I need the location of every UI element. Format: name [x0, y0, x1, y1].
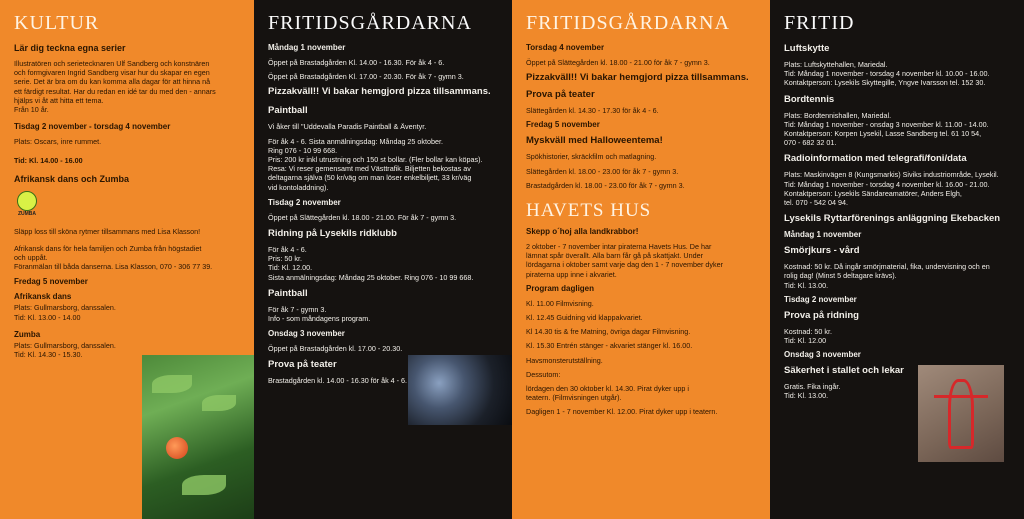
paintball-details-2: För åk 7 - gymn 3. Info - som måndagens program.: [268, 304, 371, 324]
fritidsgardarna-column-1: [254, 0, 512, 519]
bordtennis-details: Plats: Bordtennishallen, Mariedal. Tid: Måndag 1 november - onsdag 3 november kl. 11.00 - 14.00. Kontaktperson: Korpen Lysekil, Lasse Sandberg tel. 61 10 54, 070 - 682 32 01.: [784, 110, 989, 148]
luftskytte-details: Plats: Luftskyttehallen, Mariedal. Tid: Måndag 1 november - torsdag 4 november kl. 10.00 - 16.00. Kontaktperson: Lysekils Skyttegille, Yngve Ivarsson tel. 152 30.: [784, 60, 990, 88]
zumba-place: Plats: Gullmarsborg, danssalen.: [14, 340, 116, 350]
fritid-title: FRITID: [784, 12, 855, 34]
kultur-column: [0, 0, 254, 519]
open-fri-2: Brastadgården kl. 18.00 - 23.00 för åk 7 - gymn 3.: [526, 180, 685, 190]
havets-hus-title: HAVETS HUS: [526, 200, 652, 222]
dance-heading: Afrikansk dans och Zumba: [14, 173, 130, 184]
zumba-logo: [14, 191, 40, 221]
dance-date: Fredag 5 november: [14, 277, 88, 287]
halloween-heading: Myskväll med Halloweentema!: [526, 135, 663, 147]
riding-details: För åk 4 - 6. Pris: 50 kr. Tid: Kl. 12.00. Sista anmälningsdag: Måndag 25 oktober. Ring 076 - 10 99 668.: [268, 245, 474, 282]
ryttar-date-wed: Onsdag 3 november: [784, 350, 861, 360]
afrikansk-time: Tid: Kl. 13.00 - 14.00: [14, 312, 81, 322]
program-2: Kl. 12.45 Guidning vid klappakvariet.: [526, 313, 643, 323]
havets-hus-text: 2 oktober - 7 november intar piraterna Havets Hus. De har lämnat spår överallt. Alla barn får gå på skattjakt. Under lördagarna i oktober samt varje dag den 1 - 7 november dyker piraterna upp inne i akvariet.: [526, 242, 723, 279]
paintball-details: För åk 4 - 6. Sista anmälningsdag: Måndag 25 oktober. Ring 076 - 10 99 668. Pris: 200 kr inkl utrustning och 150 st bollar. (Fler bollar kan köpas). Resa: Vi reser gemensamt med Västtrafik. Biljetten bekostas av deltagarna själva (50 kr/väg om man löser enkelbiljett, 33 kr/väg vid kontoladdning).: [268, 136, 483, 192]
radio-heading: Radioinformation med telegrafi/foni/data: [784, 153, 967, 165]
open-3: Öppet på Slättegården kl. 18.00 - 21.00. För åk 7 - gymn 3.: [268, 212, 457, 222]
smorjkurs-details: Kostnad: 50 kr. Då ingår smörjmaterial, fika, undervisning och en rolig dag! (Minst 5 deltagare krävs). Tid: Kl. 13.00.: [784, 262, 990, 290]
program-heading: Program dagligen: [526, 283, 595, 293]
theater-details-2: Slättegården kl. 14.30 - 17.30 för åk 4 - 6.: [526, 106, 659, 116]
theater-heading: Prova på teater: [268, 359, 337, 371]
program-1: Kl. 11.00 Filmvisning.: [526, 298, 594, 308]
program-6: Dessutom:: [526, 369, 561, 379]
theater-heading-2: Prova på teater: [526, 89, 595, 101]
afrikansk-place: Plats: Gullmarsborg, danssalen.: [14, 303, 116, 313]
ridning-details: Kostnad: 50 kr. Tid: Kl. 12.00: [784, 326, 832, 346]
pizza-night-2: Pizzakväll!! Vi bakar hemgjord pizza tillsammans.: [526, 72, 749, 84]
ryttar-heading: Lysekils Ryttarförenings anläggning Ekebacken: [784, 213, 1001, 225]
program-4: Kl. 15.30 Entrén stänger - akvariet stänger kl. 16.00.: [526, 341, 693, 351]
program-5: Havsmonsterutställning.: [526, 355, 603, 365]
zumba-title: Zumba: [14, 329, 41, 339]
zumba-logo-text: ZUMBA: [17, 210, 37, 217]
program-3: Kl 14.30 tis & fre Matning, övriga dagar Filmvisning.: [526, 327, 691, 337]
fritid-title-2: FRITIDSGÅRDARNA: [526, 12, 730, 34]
open-fri-1: Slättegården kl. 18.00 - 23.00 för åk 7 - gymn 3.: [526, 166, 679, 176]
lantern-flower: [166, 437, 188, 459]
smorjkurs-heading: Smörjkurs - vård: [784, 245, 860, 257]
zumba-text-2: Afrikansk dans för hela familjen och Zumba från högstadiet och uppåt. Föranmälan till båda danserna. Lisa Klasson, 070 - 306 77 39.: [14, 243, 213, 272]
flower-photo: [142, 355, 254, 519]
sakerhet-heading: Säkerhet i stallet och lekar: [784, 365, 904, 377]
open-2: Öppet på Brastadgården Kl. 17.00 - 20.30. För åk 7 - gymn 3.: [268, 72, 464, 82]
comic-place: Plats: Oscars, inre rummet.: [14, 137, 102, 147]
open-1: Öppet på Brastadgården Kl. 14.00 - 16.30. För åk 4 - 6.: [268, 58, 445, 67]
fritid-column: [770, 0, 1024, 519]
fritidsgardarna-column-2: [512, 0, 770, 519]
zumba-time: Tid: Kl. 14.30 - 15.30.: [14, 350, 83, 360]
halloween-details: Spökhistorier, skräckfilm och matlagning.: [526, 152, 657, 162]
paintball-heading: Paintball: [268, 105, 308, 117]
open-4: Öppet på Brastadgården kl. 17.00 - 20.30.: [268, 344, 403, 354]
paintball-heading-2: Paintball: [268, 287, 308, 299]
fritid-title-1: FRITIDSGÅRDARNA: [268, 12, 472, 34]
afrikansk-title: Afrikansk dans: [14, 292, 72, 302]
paintball-trip: Vi åker till "Uddevalla Paradis Paintball & Äventyr.: [268, 122, 427, 132]
carving-figure: [948, 379, 974, 449]
ridning-heading: Prova på ridning: [784, 309, 859, 321]
radio-details: Plats: Maskinvägen 8 (Kungsmarkis) Siviks industriområde, Lysekil. Tid: Måndag 1 november - torsdag 4 november kl. 16.00 - 21.00. Kontaktperson: Lysekils Sändareamatörer, Anders Elgh, tel. 070 - 542 04 94.: [784, 170, 999, 208]
bordtennis-heading: Bordtennis: [784, 93, 835, 105]
rock-carving-photo: [918, 365, 1004, 462]
riding-heading: Ridning på Lysekils ridklubb: [268, 228, 397, 240]
kultur-title: KULTUR: [14, 12, 100, 34]
ryttar-date-tue: Tisdag 2 november: [784, 294, 857, 304]
cave-photo: [408, 355, 512, 425]
date-tue: Tisdag 2 november: [268, 197, 341, 207]
zumba-text: Släpp loss till sköna rytmer tillsammans med Lisa Klasson!: [14, 226, 201, 236]
luftskytte-heading: Luftskytte: [784, 43, 830, 54]
zumba-icon: [17, 191, 37, 211]
program-7: lördagen den 30 oktober kl. 14.30. Pirat dyker upp i teatern. (Filmvisningen utgår).: [526, 384, 690, 403]
comic-heading: Lär dig teckna egna serier: [14, 43, 126, 53]
ryttar-date-mon: Måndag 1 november: [784, 230, 862, 240]
carving-arms: [934, 395, 988, 398]
pizza-night: Pizzakväll!! Vi bakar hemgjord pizza tillsammans.: [268, 86, 491, 98]
havets-hus-sub: Skepp o´hoj alla landkrabbor!: [526, 227, 639, 237]
comic-time: Tid: Kl. 14.00 - 16.00: [14, 156, 83, 166]
date-mon: Måndag 1 november: [268, 43, 346, 52]
date-thu: Torsdag 4 november: [526, 43, 605, 52]
comic-intro: Illustratören och serietecknaren Ulf Sandberg och konstnären och formgivaren Ingrid Sandberg visar hur du skapar en egen serie. Det är bra om du kan komma alla dagar för att hinna nå ett färdigt resultat. Har du redan en idé tar du med den - annars hjälps vi åt att hitta ett tema. Från 10 år.: [14, 59, 216, 115]
open-thu: Öppet på Slättegården kl. 18.00 - 21.00 för åk 7 - gymn 3.: [526, 58, 710, 67]
theater-details: Brastadgården kl. 14.00 - 16.30 för åk 4 - 6.: [268, 376, 408, 386]
program-8: Dagligen 1 - 7 november Kl. 12.00. Pirat dyker upp i teatern.: [526, 407, 718, 417]
date-wed: Onsdag 3 november: [268, 329, 345, 339]
sakerhet-details: Gratis. Fika ingår. Tid: Kl. 13.00.: [784, 382, 841, 401]
comic-date: Tisdag 2 november - torsdag 4 november: [14, 122, 171, 132]
date-fri: Fredag 5 november: [526, 120, 600, 130]
